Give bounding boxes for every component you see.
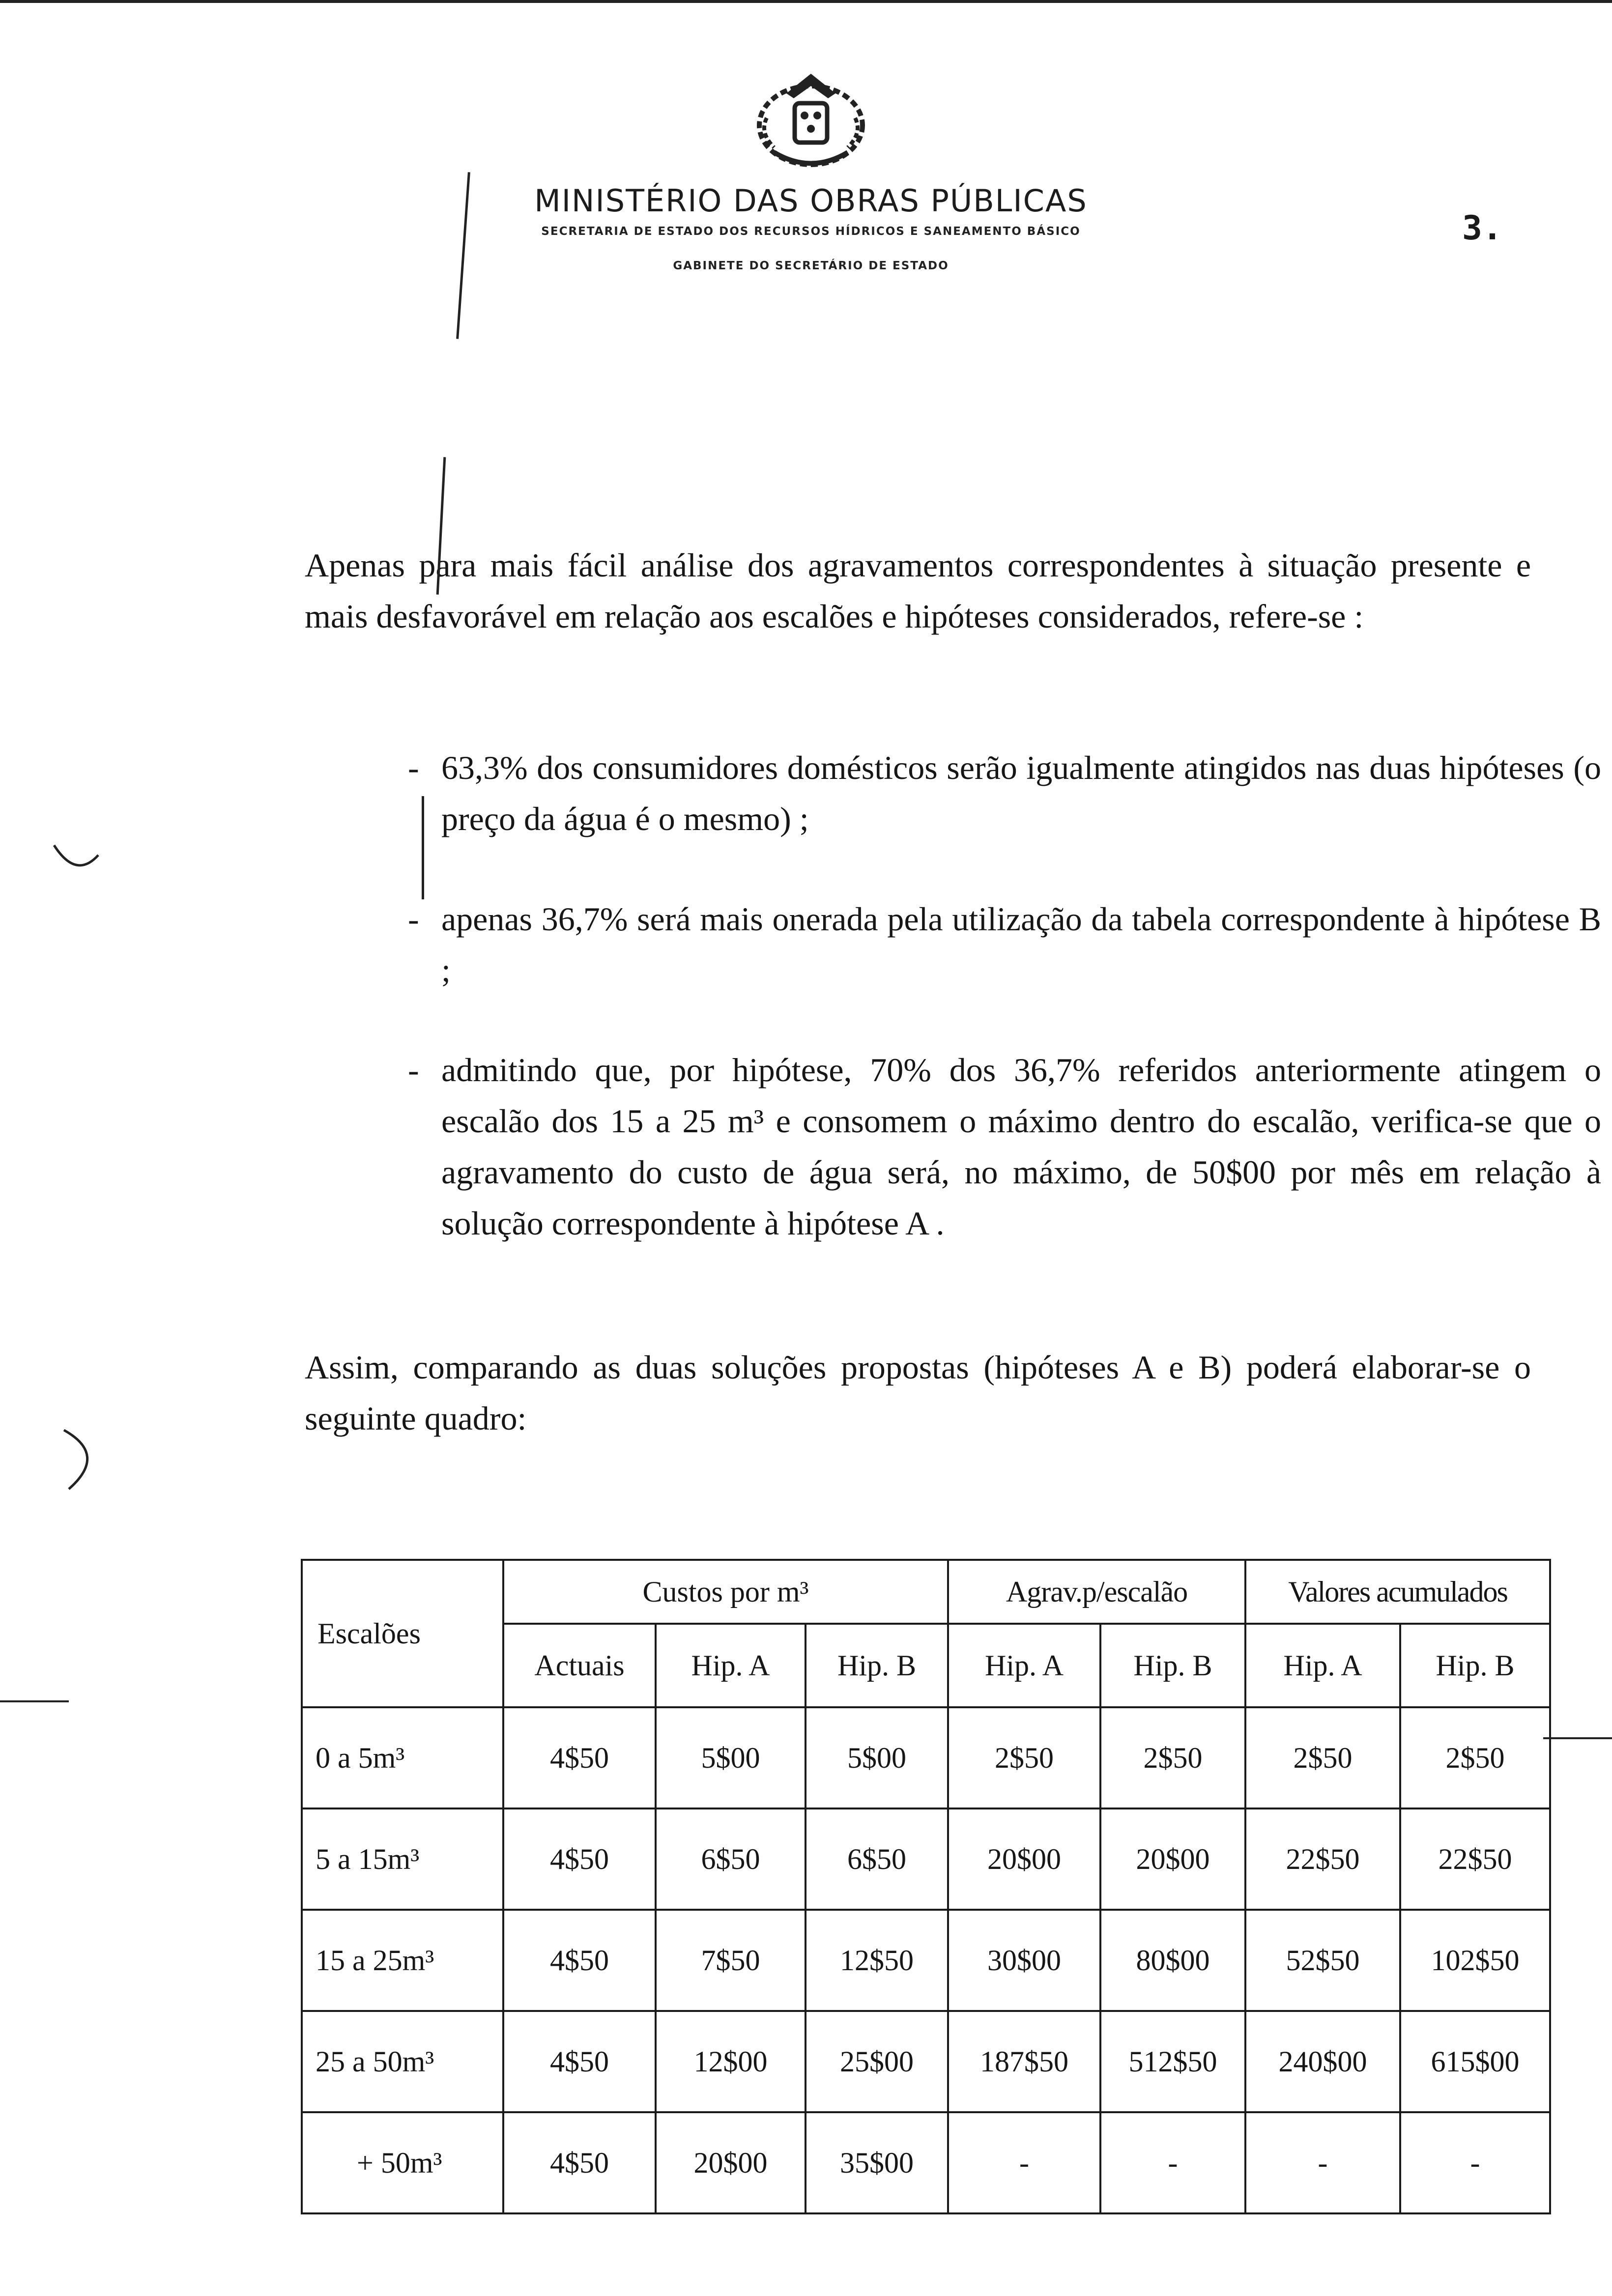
table-row (302, 1910, 1550, 2011)
table-cell: 22$50 (1400, 1808, 1550, 1910)
table-cell: 6$50 (656, 1808, 806, 1910)
bullet-dash: - (408, 1051, 419, 1089)
scan-arc-mark (49, 835, 103, 880)
table-cell: 102$50 (1400, 1910, 1550, 2011)
row-label: + 50m³ (302, 2112, 503, 2213)
table-cell: 80$00 (1100, 1910, 1245, 2011)
table-cell: 2$50 (1400, 1707, 1550, 1808)
letterhead-cabinet: GABINETE DO SECRETÁRIO DE ESTADO (673, 259, 949, 272)
subheader-cell: Hip. B (1100, 1624, 1245, 1707)
subheader-cell: Hip. A (656, 1624, 806, 1707)
scan-line (422, 796, 424, 899)
cost-table (301, 1559, 1551, 2214)
table-cell: 5$00 (806, 1707, 948, 1808)
subheader-cell: Hip. A (948, 1624, 1100, 1707)
table-cell: 4$50 (503, 2112, 656, 2213)
table-header-row (302, 1560, 1550, 1624)
table-row (302, 2112, 1550, 2213)
scan-line (1543, 1737, 1612, 1739)
table-row (302, 2011, 1550, 2112)
intro-paragraph: Apenas para mais fácil análise dos agravamentos correspondentes à situação presente e mais desfavorável em relação aos escalões e hipóteses considerados, refere-se : (305, 546, 1531, 635)
row-label: 15 a 25m³ (302, 1910, 503, 2011)
bullet-text: 63,3% dos consumidores domésticos serão igualmente atingidos nas duas hipóteses (o preço da água é o mesmo) ; (441, 749, 1601, 837)
header-escaloes: Escalões (302, 1560, 503, 1707)
table-cell: 240$00 (1245, 2011, 1400, 2112)
table-cell: 2$50 (1245, 1707, 1400, 1808)
scan-arc-mark (54, 1420, 108, 1499)
table-cell: 615$00 (1400, 2011, 1550, 2112)
table-cell: 4$50 (503, 1808, 656, 1910)
table-cell: - (1100, 2112, 1245, 2213)
table-cell: 6$50 (806, 1808, 948, 1910)
table-cell: 20$00 (656, 2112, 806, 2213)
table-row (302, 1707, 1550, 1808)
header-valores: Valores acumulados (1245, 1560, 1550, 1624)
subheader-cell: Hip. B (806, 1624, 948, 1707)
table-cell: 512$50 (1100, 2011, 1245, 2112)
table-cell: 4$50 (503, 1707, 656, 1808)
scan-line (0, 1700, 69, 1702)
table-cell: 187$50 (948, 2011, 1100, 2112)
table-cell: 2$50 (1100, 1707, 1245, 1808)
table-cell: 5$00 (656, 1707, 806, 1808)
row-label: 0 a 5m³ (302, 1707, 503, 1808)
header-custos: Custos por m³ (503, 1560, 948, 1624)
bullet-item-2 (408, 893, 1607, 1002)
row-label: 5 a 15m³ (302, 1808, 503, 1910)
subheader-cell: Hip. B (1400, 1624, 1550, 1707)
cost-table-wrapper (301, 1559, 1549, 2212)
table-cell: 4$50 (503, 1910, 656, 2011)
letterhead-secretariat: SECRETARIA DE ESTADO DOS RECURSOS HÍDRICOS E SANEAMENTO BÁSICO (541, 225, 1081, 238)
table-cell: - (1245, 2112, 1400, 2213)
table-cell: 12$00 (656, 2011, 806, 2112)
table-cell: 52$50 (1245, 1910, 1400, 2011)
bullet-item-1 (408, 742, 1607, 850)
table-cell: 35$00 (806, 2112, 948, 2213)
header-agrav: Agrav.p/escalão (948, 1560, 1245, 1624)
bullet-text: apenas 36,7% será mais onerada pela utilização da tabela correspondente à hipótese B ; (441, 900, 1601, 989)
table-cell: 22$50 (1245, 1808, 1400, 1910)
table-cell: 2$50 (948, 1707, 1100, 1808)
subheader-cell: Hip. A (1245, 1624, 1400, 1707)
table-cell: 25$00 (806, 2011, 948, 2112)
table-cell: 4$50 (503, 2011, 656, 2112)
table-cell: - (948, 2112, 1100, 2213)
page-number: 3. (1462, 209, 1502, 248)
table-row (302, 1808, 1550, 1910)
table-cell: 20$00 (1100, 1808, 1245, 1910)
bullet-dash: - (408, 749, 419, 786)
table-cell: 20$00 (948, 1808, 1100, 1910)
coat-of-arms-seal-icon (740, 64, 882, 177)
bullet-dash: - (408, 900, 419, 938)
table-cell: 30$00 (948, 1910, 1100, 2011)
bullet-text: admitindo que, por hipótese, 70% dos 36,7% referidos anteriormente atingem o escalão dos 15 a 25 m³ e consomem o máximo dentro do escalão, verifica-se que o agravamento do custo de água será, no máximo, de 50$00 por mês em relação à solução correspondente à hipótese A . (441, 1051, 1601, 1242)
bullet-item-3 (408, 1044, 1607, 1310)
table-cell: 12$50 (806, 1910, 948, 2011)
conclusion-paragraph: Assim, comparando as duas soluções propostas (hipóteses A e B) poderá elaborar-se o seguinte quadro: (305, 1349, 1531, 1437)
subheader-cell: Actuais (503, 1624, 656, 1707)
table-cell: - (1400, 2112, 1550, 2213)
row-label: 25 a 50m³ (302, 2011, 503, 2112)
table-cell: 7$50 (656, 1910, 806, 2011)
scan-top-border (0, 0, 1612, 3)
letterhead-ministry: MINISTÉRIO DAS OBRAS PÚBLICAS (534, 183, 1088, 219)
